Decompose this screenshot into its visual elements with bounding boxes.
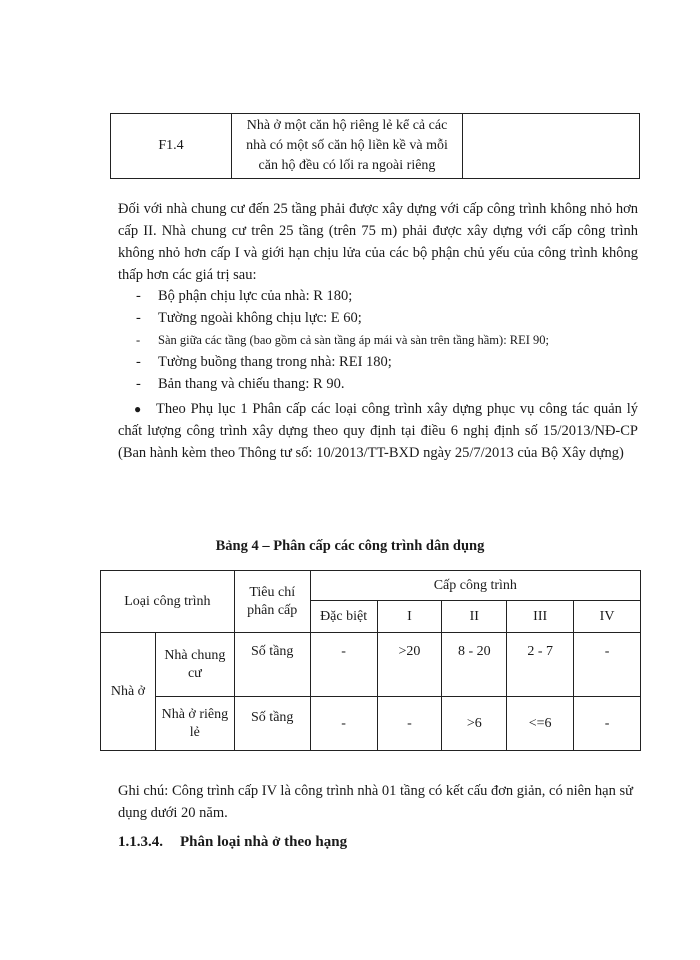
value-cell: - — [377, 697, 442, 751]
table-caption: Bảng 4 – Phân cấp các công trình dân dụng — [215, 538, 485, 554]
subtype-cell: Nhà ở riêng lẻ — [155, 697, 234, 751]
table-cell-empty — [463, 114, 640, 179]
dash-mark: - — [136, 288, 141, 304]
dash-mark: - — [136, 310, 141, 326]
list-item — [136, 329, 549, 351]
table-cell-description: Nhà ở một căn hộ riêng lẻ kể cả các nhà có một số căn hộ liền kề và mỗi căn hộ đều có lối ra ngoài riêng — [232, 114, 463, 179]
criteria-cell: Số tầng — [234, 697, 310, 751]
section-title: Phân loại nhà ở theo hạng — [180, 834, 348, 850]
level-2: II — [442, 601, 507, 633]
group-cell: Nhà ở — [101, 633, 156, 751]
list-item — [136, 307, 549, 329]
level-4: IV — [574, 601, 641, 633]
list-item-text: Tường ngoài không chịu lực: E 60; — [158, 310, 362, 326]
value-cell: - — [310, 697, 377, 751]
value-cell: 8 - 20 — [442, 633, 507, 697]
value-cell: >6 — [442, 697, 507, 751]
bullet-paragraph — [118, 398, 638, 464]
value-cell: - — [310, 633, 377, 697]
fire-resistance-list — [136, 285, 549, 395]
header-criteria: Tiêu chí phân cấp — [234, 571, 310, 633]
paragraph-apartment-fire-rating: Đối với nhà chung cư đến 25 tầng phải được xây dựng với cấp công trình không nhỏ hơn cấp II. Nhà chung cư trên 25 tầng (trên 75 m) phải được xây dựng với cấp công trình không nhỏ hơn cấp I và giới hạn chịu lửa của các bộ phận chủ yếu của công trình không thấp hơn các giá trị sau: — [118, 201, 638, 283]
dash-mark: - — [136, 354, 141, 370]
dash-mark: - — [136, 333, 141, 347]
bullet-icon: ● — [134, 402, 142, 416]
header-level: Cấp công trình — [310, 571, 640, 601]
list-item — [136, 285, 549, 307]
value-cell: - — [574, 697, 641, 751]
value-cell: 2 - 7 — [507, 633, 574, 697]
bullet-paragraph-text: Theo Phụ lục 1 Phân cấp các loại công trình xây dựng phục vụ công tác quản lý chất lượng công trình xây dựng theo quy định tại điều 6 nghị định số 15/2013/NĐ-CP (Ban hành kèm theo Thông tư số: 10/2013/TT-BXD ngày 25/7/2013 của Bộ Xây dựng) — [118, 401, 638, 461]
table-cell-code: F1.4 — [111, 114, 232, 179]
value-cell: <=6 — [507, 697, 574, 751]
criteria-cell: Số tầng — [234, 633, 310, 697]
table-row — [111, 114, 640, 179]
dash-mark: - — [136, 376, 141, 392]
level-special: Đặc biệt — [310, 601, 377, 633]
subtype-cell: Nhà chung cư — [155, 633, 234, 697]
section-number: 1.1.3.4. — [118, 834, 163, 850]
level-1: I — [377, 601, 442, 633]
table-header-row — [101, 571, 641, 601]
value-cell: - — [574, 633, 641, 697]
list-item — [136, 351, 549, 373]
list-item-text: Sàn giữa các tầng (bao gồm cả sàn tầng áp mái và sàn trên tầng hầm): REI 90; — [158, 333, 550, 347]
list-item-text: Bộ phận chịu lực của nhà: R 180; — [158, 288, 353, 304]
level-3: III — [507, 601, 574, 633]
classification-table — [100, 570, 641, 751]
list-item-text: Tường buồng thang trong nhà: REI 180; — [158, 354, 392, 370]
table-row — [101, 633, 641, 697]
list-item — [136, 373, 549, 395]
section-heading — [118, 834, 347, 851]
note-paragraph: Ghi chú: Công trình cấp IV là công trình nhà 01 tầng có kết cấu đơn giản, có niên hạn sử dụng dưới 20 năm. — [118, 783, 633, 821]
header-type: Loại công trình — [101, 571, 235, 633]
top-table — [110, 113, 640, 179]
table-row — [101, 697, 641, 751]
list-item-text: Bản thang và chiếu thang: R 90. — [158, 376, 345, 392]
value-cell: >20 — [377, 633, 442, 697]
